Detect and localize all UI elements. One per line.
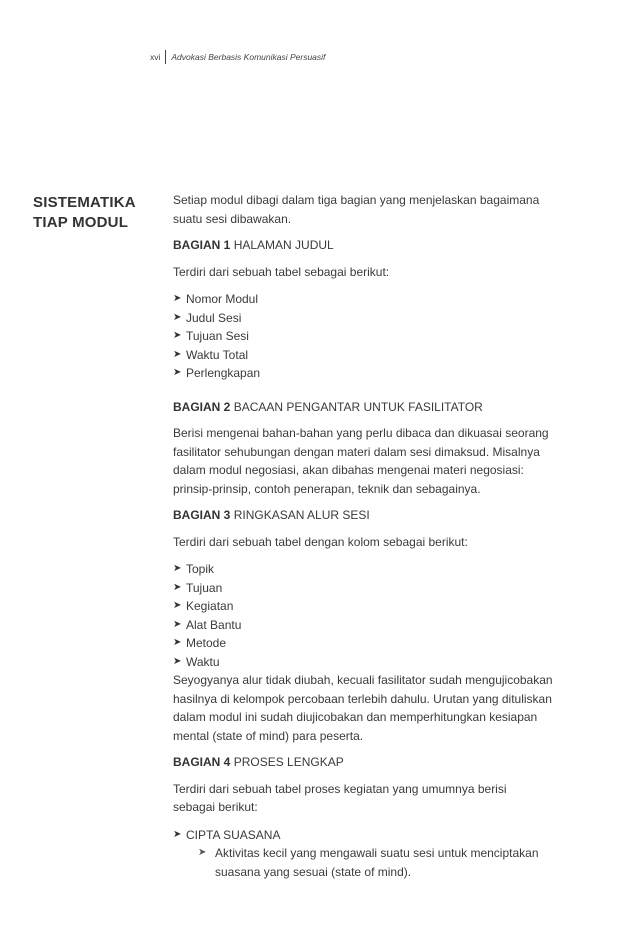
bagian-1-label: BAGIAN 1 [173, 238, 231, 252]
arrowhead-bullet-icon: ➤ [173, 293, 182, 304]
bagian-1-list [173, 290, 573, 383]
book-title: Advokasi Berbasis Komunikasi Persuasif [171, 52, 326, 62]
bagian-2-title: BACAAN PENGANTAR UNTUK FASILITATOR [233, 399, 483, 414]
list-item: ➤ Waktu [173, 653, 573, 672]
bagian-4-desc: Terdiri dari sebuah tabel proses kegiatan yang umumnya berisi sebagai berikut: [173, 781, 507, 814]
section-heading-line: SISTEMATIKA [33, 194, 136, 211]
arrowhead-bullet-icon: ➤ [173, 311, 182, 323]
arrowhead-bullet-icon: ➤ [173, 655, 182, 667]
list-item: ➤ Judul Sesi [173, 309, 573, 328]
list-item: ➤ Metode [173, 634, 573, 653]
arrowhead-bullet-icon: ➤ [173, 367, 182, 378]
section-heading-line: TIAP MODUL [33, 214, 129, 231]
bagian-3-title: RINGKASAN ALUR SESI [233, 508, 370, 522]
running-header [150, 50, 325, 64]
bagian-4-title: PROSES LENGKAP [233, 755, 344, 769]
list-item: ➤ Nomor Modul [173, 290, 573, 309]
list-item: ➤ Topik [173, 560, 573, 579]
bagian-1-title: HALAMAN JUDUL [233, 238, 334, 252]
list-item: ➤ Perlengkapan [173, 364, 573, 383]
arrowhead-bullet-icon: ➤ [173, 348, 182, 360]
bagian-3-desc: Terdiri dari sebuah tabel dengan kolom sebagai berikut: [173, 534, 468, 549]
bagian-2-desc: Berisi mengenai bahan-bahan yang perlu dibaca dan dikuasai seorang fasilitator sehubungan dengan materi dalam sesi dimaksud. Misalnya dalam modul negosiasi, akan dibahas mengenai materi negosiasi: prinsip-prinsip, contoh penerapan, teknik dan sebagainya. [173, 426, 549, 496]
arrowhead-bullet-icon: ➤ [173, 637, 182, 648]
bagian-3-label: BAGIAN 3 [173, 508, 231, 522]
bagian-2-label: BAGIAN 2 [173, 399, 231, 414]
list-item: ➤ Tujuan [173, 579, 573, 598]
bagian-1-heading [173, 236, 573, 255]
intro-line: Setiap modul dibagi dalam tiga bagian yang menjelaskan bagaimana [173, 193, 540, 207]
list-item: ➤ Waktu Total [173, 346, 573, 365]
intro-paragraph [173, 191, 573, 228]
sub-list [186, 844, 573, 881]
bagian-1-desc: Terdiri dari sebuah tabel sebagai berikut: [173, 264, 390, 279]
arrowhead-bullet-icon: ➤ [173, 330, 182, 341]
list-item: ➤ Tujuan Sesi [173, 327, 573, 346]
arrowhead-bullet-icon: ➤ [173, 600, 182, 611]
bagian-2-heading [173, 398, 573, 417]
arrowhead-bullet-icon: ➤ [173, 563, 182, 574]
section-heading [33, 193, 136, 233]
page-number: xvi [150, 52, 161, 62]
arrowhead-bullet-icon: ➤ [173, 618, 182, 630]
intro-line: suatu sesi dibawakan. [173, 211, 292, 226]
bagian-4-label: BAGIAN 4 [173, 755, 231, 769]
header-divider [165, 50, 166, 64]
arrowhead-bullet-icon: ➤ [173, 581, 182, 593]
bagian-3-heading [173, 506, 573, 525]
arrowhead-bullet-icon: ➤ [173, 828, 182, 840]
list-item: ➤ Kegiatan [173, 597, 573, 616]
sub-list-item: ➤ Aktivitas kecil yang mengawali suatu sesi untuk menciptakan suasana yang sesuai (state of mind). [198, 846, 539, 879]
bagian-3-note: Seyogyanya alur tidak diubah, kecuali fasilitator sudah mengujicobakan hasilnya di kelompok percobaan terlebih dahulu. Urutan yang dituliskan dalam modul ini sudah diujicobakan dan memperhitungkan kesiapan mental (state of mind) para peserta. [173, 673, 553, 743]
bagian-4-list [173, 826, 573, 882]
arrowhead-bullet-icon: ➤ [198, 847, 207, 858]
bagian-3-list [173, 560, 573, 671]
list-item: ➤ Alat Bantu [173, 616, 573, 635]
bagian-4-heading [173, 753, 573, 772]
main-content [173, 191, 573, 881]
list-item: ➤ CIPTA SUASANA ➤ Aktivitas kecil yang mengawali suatu sesi untuk menciptakan suasana yang sesuai (state of mind). [173, 826, 573, 882]
